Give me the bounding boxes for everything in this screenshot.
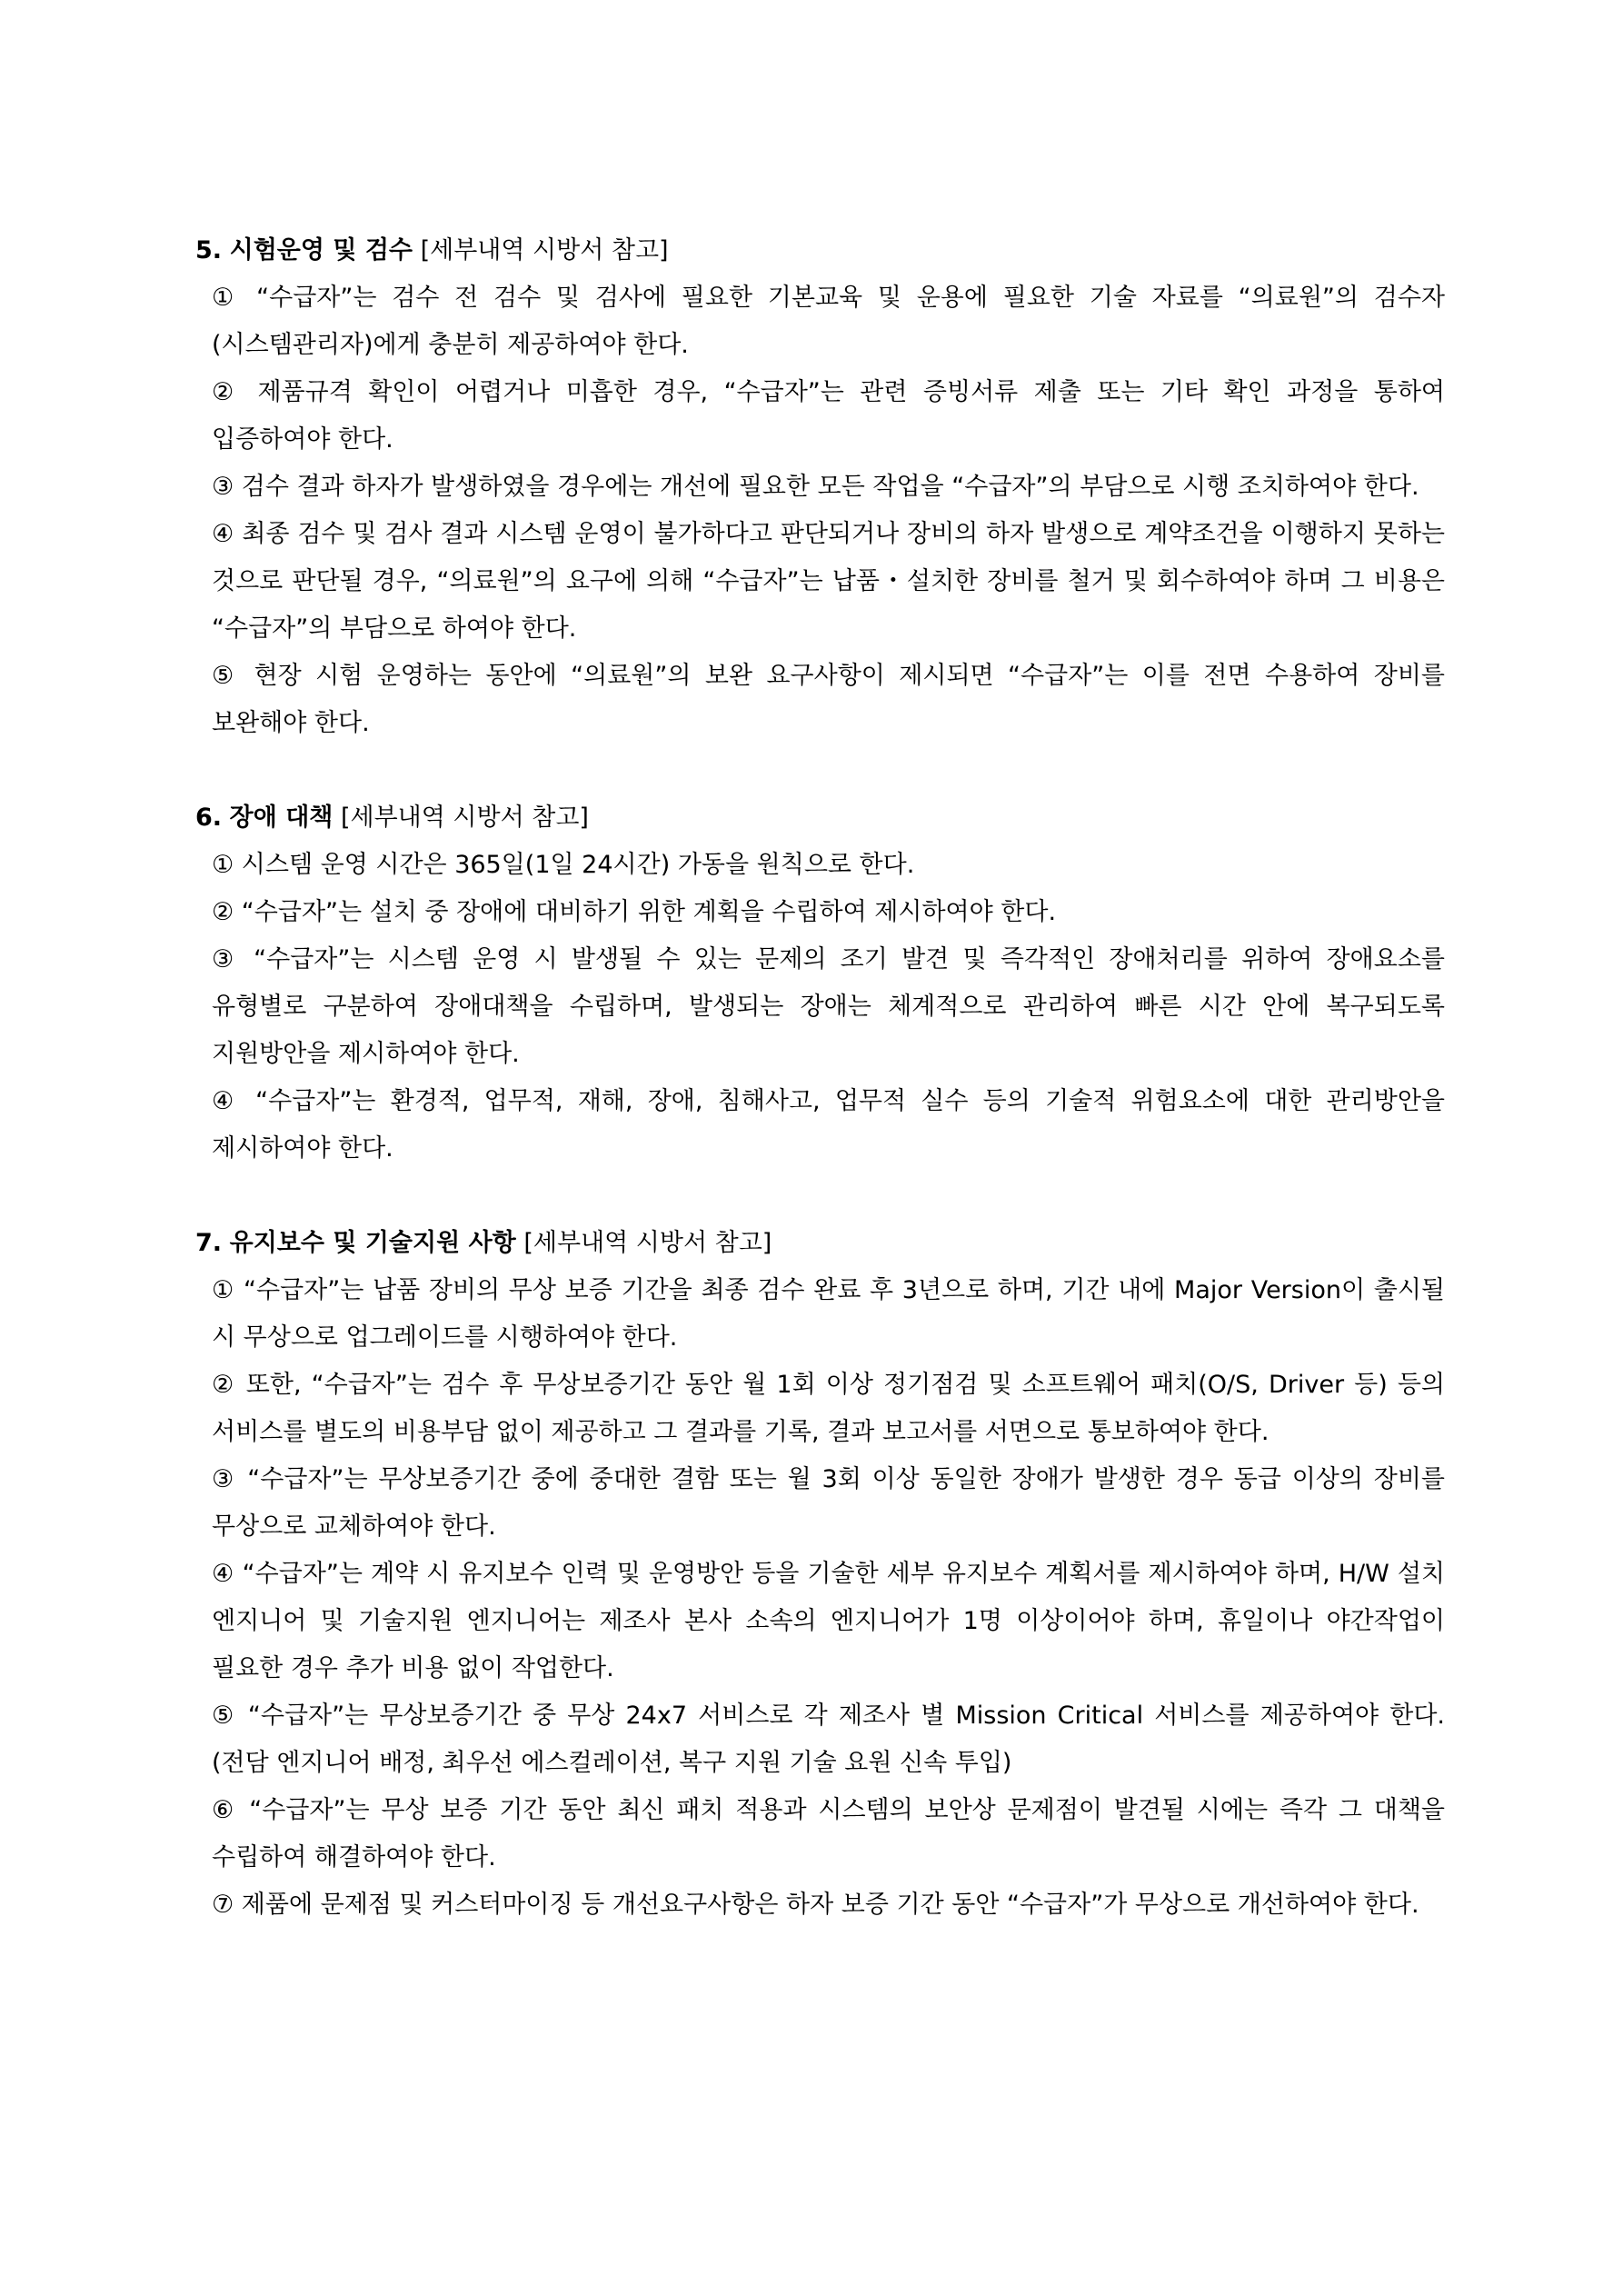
list-item: ⑥ “수급자”는 무상 보증 기간 동안 최신 패치 적용과 시스템의 보안상 문제점이 발견될 시에는 즉각 그 대책을 수립하여 해결하여야 한다.	[212, 1796, 1445, 1872]
list-item: ① “수급자”는 검수 전 검수 및 검사에 필요한 기본교육 및 운용에 필요한 기술 자료를 “의료원”의 검수자(시스템관리자)에게 충분히 제공하여야 한다.	[212, 284, 1445, 359]
list-item: ② “수급자”는 설치 중 장애에 대비하기 위한 계획을 수립하여 제시하여야 한다.	[212, 898, 1057, 926]
section-note: [세부내역 시방서 참고]	[340, 804, 589, 832]
list-item: ⑤ 현장 시험 운영하는 동안에 “의료원”의 보완 요구사항이 제시되면 “수급자”는 이를 전면 수용하여 장비를 보완해야 한다.	[212, 662, 1445, 737]
section-title: 유지보수 및 기술지원 사항	[229, 1229, 516, 1257]
section-5	[195, 227, 1445, 747]
section-title: 장애 대책	[229, 804, 334, 832]
list-item: ⑤ “수급자”는 무상보증기간 중 무상 24x7 서비스로 각 제조사 별 Mission Critical 서비스를 제공하여야 한다.(전담 엔지니어 배정, 최우선 에스컬레이션, 복구 지원 기술 요원 신속 투입)	[212, 1702, 1445, 1777]
list-item: ④ “수급자”는 환경적, 업무적, 재해, 장애, 침해사고, 업무적 실수 등의 기술적 위험요소에 대한 관리방안을 제시하여야 한다.	[212, 1087, 1445, 1163]
section-heading	[195, 1220, 1445, 1267]
section-7	[195, 1220, 1445, 1929]
section-number: 7.	[195, 1229, 223, 1257]
document-page	[195, 227, 1445, 1929]
list-item: ② 제품규격 확인이 어렵거나 미흡한 경우, “수급자”는 관련 증빙서류 제출 또는 기타 확인 과정을 통하여 입증하여야 한다.	[212, 378, 1445, 454]
list-item: ③ “수급자”는 시스템 운영 시 발생될 수 있는 문제의 조기 발견 및 즉각적인 장애처리를 위하여 장애요소를 유형별로 구분하여 장애대책을 수립하며, 발생되는 장애는 체계적으로 관리하여 빠른 시간 안에 복구되도록 지원방안을 제시하여야 한다.	[212, 945, 1445, 1068]
list-item: ④ “수급자”는 계약 시 유지보수 인력 및 운영방안 등을 기술한 세부 유지보수 계획서를 제시하여야 하며, H/W 설치 엔지니어 및 기술지원 엔지니어는 제조사 본사 소속의 엔지니어가 1명 이상이어야 하며, 휴일이나 야간작업이 필요한 경우 추가 비용 없이 작업한다.	[212, 1560, 1445, 1682]
list-item: ② 또한, “수급자”는 검수 후 무상보증기간 동안 월 1회 이상 정기점검 및 소프트웨어 패치(O/S, Driver 등) 등의 서비스를 별도의 비용부담 없이 제공하고 그 결과를 기록, 결과 보고서를 서면으로 통보하여야 한다.	[212, 1371, 1445, 1446]
list-item: ① “수급자”는 납품 장비의 무상 보증 기간을 최종 검수 완료 후 3년으로 하며, 기간 내에 Major Version이 출시될 시 무상으로 업그레이드를 시행하여야 한다.	[212, 1276, 1445, 1352]
list-item: ③ “수급자”는 무상보증기간 중에 중대한 결함 또는 월 3회 이상 동일한 장애가 발생한 경우 동급 이상의 장비를 무상으로 교체하여야 한다.	[212, 1465, 1445, 1541]
list-item: ③ 검수 결과 하자가 발생하였을 경우에는 개선에 필요한 모든 작업을 “수급자”의 부담으로 시행 조치하여야 한다.	[212, 473, 1419, 501]
list-item: ⑦ 제품에 문제점 및 커스터마이징 등 개선요구사항은 하자 보증 기간 동안 “수급자”가 무상으로 개선하여야 한다.	[212, 1891, 1419, 1919]
section-note: [세부내역 시방서 참고]	[420, 236, 669, 265]
section-6	[195, 794, 1445, 1173]
section-number: 5.	[195, 236, 223, 265]
section-title: 시험운영 및 검수	[229, 236, 413, 265]
section-note: [세부내역 시방서 참고]	[523, 1229, 772, 1257]
list-item: ① 시스템 운영 시간은 365일(1일 24시간) 가동을 원칙으로 한다.	[212, 851, 915, 879]
section-heading	[195, 794, 1445, 842]
list-item: ④ 최종 검수 및 검사 결과 시스템 운영이 불가하다고 판단되거나 장비의 하자 발생으로 계약조건을 이행하지 못하는 것으로 판단될 경우, “의료원”의 요구에 의해 “수급자”는 납품・설치한 장비를 철거 및 회수하여야 하며 그 비용은 “수급자”의 부담으로 하여야 한다.	[212, 520, 1445, 643]
section-heading	[195, 227, 1445, 275]
section-number: 6.	[195, 804, 223, 832]
